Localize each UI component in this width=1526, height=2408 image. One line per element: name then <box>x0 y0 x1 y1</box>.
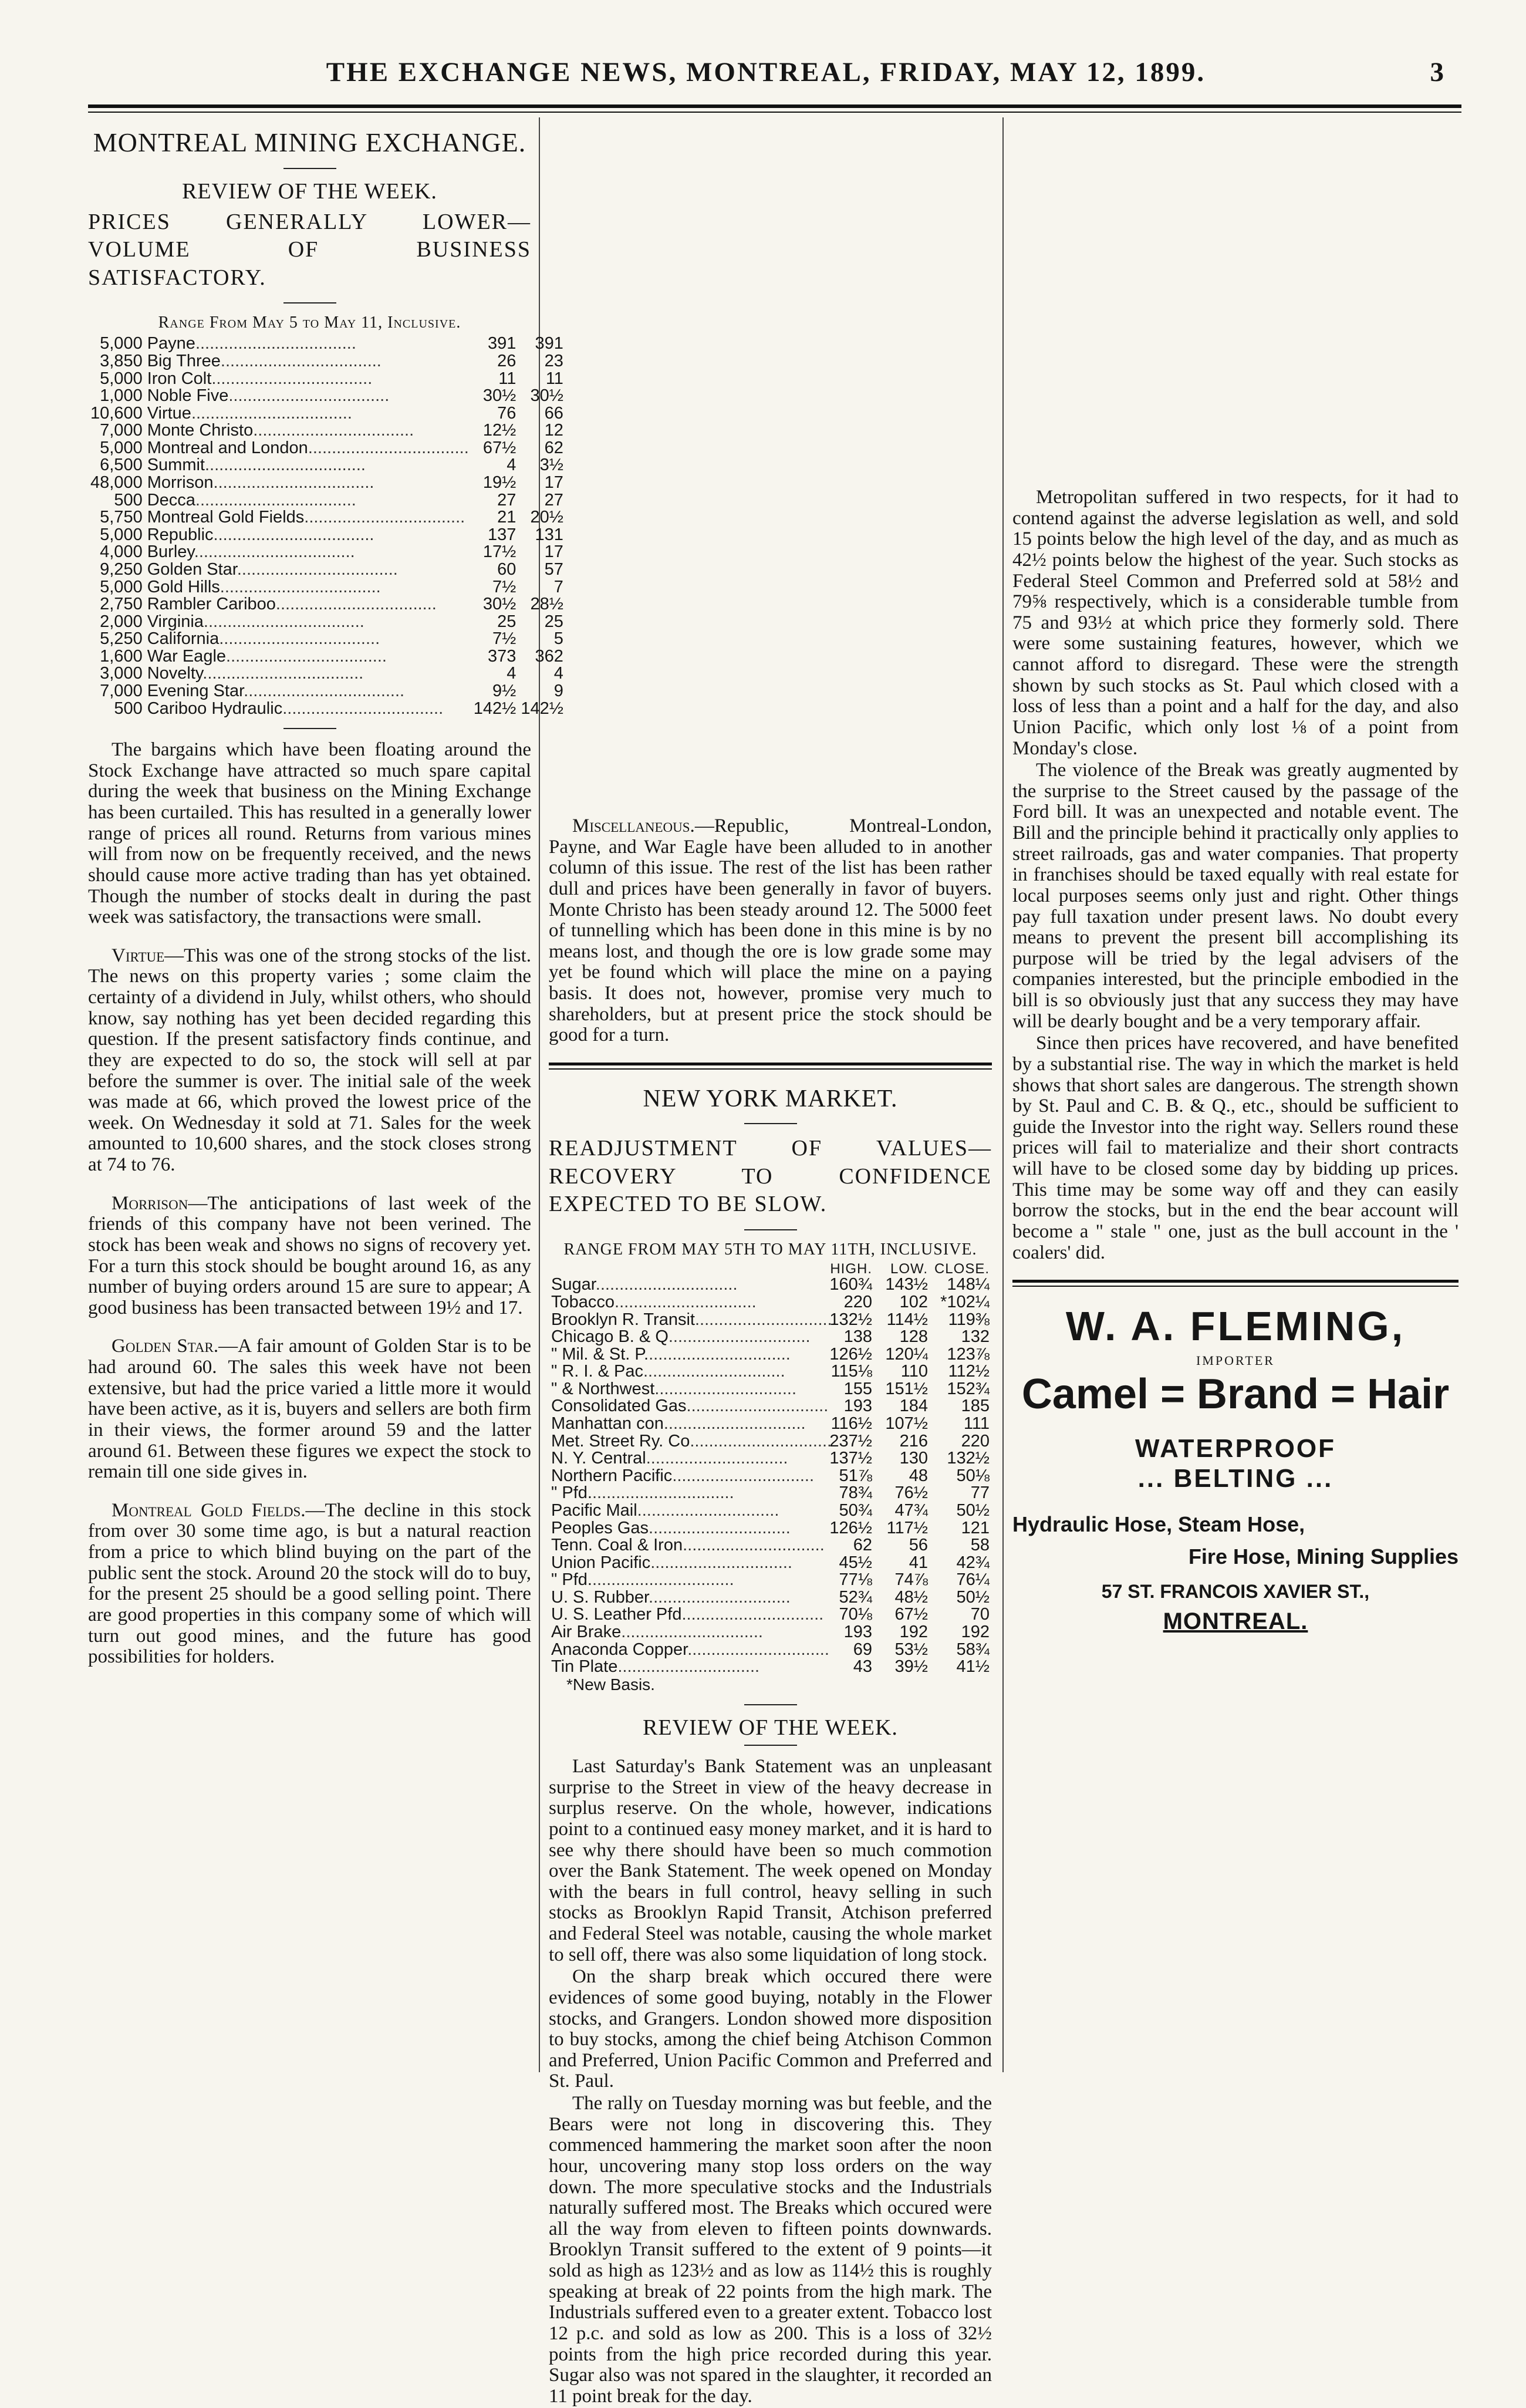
close-cell: 50½ <box>956 1500 990 1520</box>
stock-name-cell: Pacific Mail.............................. <box>551 1500 779 1520</box>
ny-table-row <box>549 1554 992 1572</box>
close-cell: 41½ <box>956 1657 990 1677</box>
close-cell: 152¾ <box>947 1379 990 1398</box>
miscellaneous-paragraph <box>549 816 992 1046</box>
ny-table-row <box>549 1589 992 1607</box>
header-rule <box>88 104 1461 108</box>
stock-name-cell: Summit.................................. <box>147 456 366 475</box>
high-cell: 17½ <box>482 542 516 562</box>
ny-table-row <box>549 1294 992 1311</box>
fleming-advertisement <box>1012 1304 1459 1634</box>
stock-name-cell: Cariboo Hydraulic.................................. <box>147 699 444 718</box>
stock-name-cell: Decca.................................. <box>147 490 356 510</box>
ny-paragraph-5: The violence of the Break was greatly augmented by the surprise to the Street caused by the passage of the Ford bill. It was an unexpected and notable event. The Bill and the principle behind it practically only applies to street railroads, gas and water companies. That property in franchises should be taxed equally with real estate for local purposes seems only just and right. Other things pay full taxation under present laws. No doubt every means to prevent the present bill accomplishing its purpose will be tried by the legal advisers of the companies interested, but the principle embodied in the bill is so obviously just that any success they may have will be dearly bought and be a very temporary affair. <box>1012 760 1459 1032</box>
high-cell: 391 <box>487 334 516 353</box>
close-cell: 42¾ <box>956 1553 990 1572</box>
mining-table-row <box>88 700 566 718</box>
high-cell: 137½ <box>829 1449 872 1468</box>
ny-table-row <box>549 1450 992 1468</box>
ad-brand: Camel = Brand = Hair <box>1021 1371 1450 1418</box>
stock-name-cell: Montreal and London.................................. <box>147 438 469 457</box>
stock-name-cell: Rambler Cariboo.................................. <box>147 595 437 614</box>
stock-name-cell: Air Brake.............................. <box>551 1623 763 1641</box>
stock-name-cell: War Eagle.................................. <box>147 646 387 666</box>
low-cell: 53½ <box>894 1640 928 1659</box>
stock-name-cell: Monte Christo.................................. <box>147 421 414 440</box>
stock-name-cell: Union Pacific.............................. <box>551 1553 792 1572</box>
shares-cell: 3,000 <box>100 664 143 683</box>
stock-name-cell: " Pfd............................... <box>551 1483 734 1503</box>
close-cell: 220 <box>961 1431 990 1451</box>
high-cell: 50¾ <box>839 1500 872 1520</box>
high-cell: 142½ <box>473 699 516 718</box>
low-cell: 9 <box>553 682 563 700</box>
high-cell: 27 <box>497 490 516 510</box>
shares-cell: 2,750 <box>100 595 143 614</box>
high-cell: 51⅞ <box>839 1466 872 1485</box>
shares-cell: 48,000 <box>90 473 143 493</box>
mining-range-caption: Range From May 5 to May 11, Inclusive. <box>158 313 461 332</box>
stock-name-cell: Met. Street Ry. Co.............................. <box>551 1431 832 1451</box>
low-cell: 4 <box>553 664 563 683</box>
shares-cell: 7,000 <box>100 682 143 700</box>
stock-name-cell: Manhattan con.............................. <box>551 1414 806 1434</box>
stock-name-cell: " Mil. & St. P............................... <box>551 1344 791 1364</box>
low-cell: 117½ <box>886 1518 928 1537</box>
close-cell: 58¾ <box>956 1640 990 1659</box>
mining-review-title: REVIEW OF THE WEEK. <box>182 178 437 204</box>
high-cell: 160¾ <box>829 1275 872 1294</box>
mining-table-row <box>88 370 566 388</box>
ny-table-row <box>549 1433 992 1451</box>
stock-name-cell: Sugar.............................. <box>551 1275 738 1294</box>
stock-name-cell: Tin Plate.............................. <box>551 1657 760 1677</box>
montreal-gold-fields-text: —The decline in this stock from over 30 some time ago, is but a natural reaction from a price to which blind buying on the part of the public sent the stock. Around 20 the stock will do to buy, for the present 25 should be a good selling point. There are good properties in this company some of which will turn out good mines, and the future has good possibilities for holders. <box>88 1499 531 1668</box>
low-cell: 114½ <box>886 1310 928 1329</box>
shares-cell: 1,600 <box>100 646 143 666</box>
close-cell: 132 <box>961 1327 990 1347</box>
mining-table-row <box>88 353 566 370</box>
high-cell: 25 <box>497 612 516 631</box>
high-cell: 60 <box>497 559 516 579</box>
high-cell: 19½ <box>482 473 516 493</box>
morrison-lead: Morrison <box>112 1192 188 1214</box>
stock-name-cell: Tobacco.............................. <box>551 1293 757 1312</box>
mining-table-row <box>88 544 566 561</box>
ny-table-row <box>549 1520 992 1537</box>
low-cell: 27 <box>544 490 563 510</box>
stock-name-cell: Virginia.................................. <box>147 612 364 631</box>
high-cell: 116½ <box>830 1414 872 1434</box>
virtue-text: —This was one of the strong stocks of the list. The news on this property varies ; some claim the certainty of a dividend in July, whilst others, who should know, say nothing has yet been decided regarding this question. If the present satisfactory finds continue, and they are expected to do so, the stock will sell at par before the summer is over. The initial sale of the week was made at 66, which proved the lowest price of the week. On Wednesday it sold at 71. Sales for the week amounted to 10,600 shares, and the stock closes strong at 74 to 76. <box>88 945 531 1176</box>
page-number: 3 <box>1430 57 1444 87</box>
ny-table-row <box>549 1485 992 1502</box>
low-cell: 130 <box>899 1449 928 1468</box>
low-cell: 62 <box>544 438 563 457</box>
close-cell: 185 <box>961 1397 990 1416</box>
mining-table-row <box>88 387 566 405</box>
shares-cell: 10,600 <box>90 403 143 423</box>
column-3 <box>1012 123 1459 1634</box>
col-close: CLOSE. <box>934 1260 990 1277</box>
close-cell: 111 <box>963 1414 990 1434</box>
low-cell: 131 <box>535 525 563 544</box>
column-divider <box>1002 117 1004 2072</box>
low-cell: 12 <box>544 421 563 440</box>
stock-name-cell: Golden Star.................................. <box>147 559 398 579</box>
ny-table-row <box>549 1624 992 1641</box>
shares-cell: 6,500 <box>100 456 143 475</box>
ny-paragraph-2: On the sharp break which occured there were evidences of some good buying, notably in the Flower stocks, and Grangers. London showed more disposition to buy stocks, among the chief being Atchison Common and Preferred, Union Pacific Common and Preferred and St. Paul. <box>549 1966 992 2092</box>
low-cell: 47¾ <box>894 1500 928 1520</box>
low-cell: 74⅞ <box>894 1570 928 1590</box>
stock-name-cell: " R. I. & Pac.............................. <box>551 1362 785 1381</box>
ny-price-table <box>549 1262 992 1676</box>
close-cell: 112½ <box>948 1362 990 1381</box>
shares-cell: 5,250 <box>100 629 143 649</box>
mining-table-row <box>88 630 566 648</box>
high-cell: 193 <box>843 1623 872 1641</box>
high-cell: 69 <box>853 1640 872 1659</box>
divider <box>283 302 336 303</box>
shares-cell: 7,000 <box>100 421 143 440</box>
low-cell: 7 <box>553 577 563 596</box>
golden-star-text: —A fair amount of Golden Star is to be had around 60. The sales this week have not been extensive, but had the price varied a little more it would have been active, as it is, buyers and sellers are both firm in their views, the former around 59 and the latter around 61. Between these figures we expect the stock to remain till one side gives in. <box>88 1335 531 1483</box>
new-basis-note: *New Basis. <box>566 1675 655 1694</box>
shares-cell: 5,000 <box>100 577 143 596</box>
high-cell: 7½ <box>492 629 516 649</box>
low-cell: 143½ <box>885 1275 928 1294</box>
divider <box>744 1123 797 1124</box>
low-cell: 216 <box>899 1431 928 1451</box>
low-cell: 184 <box>899 1397 928 1416</box>
high-cell: 30½ <box>482 595 516 614</box>
high-cell: 62 <box>853 1536 872 1555</box>
virtue-lead: Virtue <box>112 945 165 966</box>
low-cell: 17 <box>544 473 563 493</box>
high-cell: 126½ <box>829 1344 872 1364</box>
shares-cell: 500 <box>114 699 143 718</box>
low-cell: 76½ <box>894 1483 928 1503</box>
ny-table-row <box>549 1381 992 1398</box>
low-cell: 128 <box>899 1327 928 1347</box>
mining-price-table <box>88 335 566 717</box>
low-cell: 151½ <box>885 1379 928 1398</box>
ny-table-row <box>549 1346 992 1364</box>
high-cell: 21 <box>497 508 516 527</box>
high-cell: 12½ <box>482 421 516 440</box>
close-cell: 70 <box>970 1605 990 1624</box>
ny-table-row <box>549 1328 992 1346</box>
low-cell: 48½ <box>894 1587 928 1607</box>
close-cell: 132½ <box>947 1449 990 1468</box>
montreal-gold-fields-paragraph <box>88 1500 531 1668</box>
low-cell: 102 <box>899 1293 928 1312</box>
high-cell: 155 <box>843 1379 872 1398</box>
low-cell: 39½ <box>894 1657 928 1677</box>
low-cell: 56 <box>909 1536 928 1555</box>
ad-hose-2: Fire Hose, Mining Supplies <box>1188 1544 1459 1569</box>
low-cell: 362 <box>535 646 563 666</box>
shares-cell: 5,000 <box>100 438 143 457</box>
close-cell: 119⅜ <box>948 1310 990 1329</box>
stock-name-cell: Tenn. Coal & Iron.............................. <box>551 1536 825 1555</box>
stock-name-cell: Peoples Gas.............................. <box>551 1518 791 1537</box>
high-cell: 4 <box>507 456 516 475</box>
ny-market-heading: NEW YORK MARKET. <box>643 1085 898 1112</box>
shares-cell: 1,000 <box>100 386 143 406</box>
high-cell: 43 <box>853 1657 872 1677</box>
stock-name-cell: U. S. Rubber.............................. <box>551 1587 791 1607</box>
stock-name-cell: Burley.................................. <box>147 542 355 562</box>
stock-name-cell: Morrison.................................. <box>147 473 374 493</box>
divider <box>283 728 336 729</box>
high-cell: 77⅛ <box>839 1570 872 1590</box>
close-cell: *102¼ <box>940 1293 990 1312</box>
section-rule <box>549 1063 992 1065</box>
continued-text-space <box>549 123 992 816</box>
stock-name-cell: " & Northwest.............................. <box>551 1379 797 1398</box>
mining-table-row <box>88 335 566 353</box>
ny-table-row <box>549 1276 992 1294</box>
mining-table-row <box>88 405 566 423</box>
low-cell: 142½ <box>521 699 563 718</box>
shares-cell: 4,000 <box>100 542 143 562</box>
ad-belting: ... BELTING ... <box>1137 1463 1333 1493</box>
low-cell: 5 <box>553 629 563 649</box>
divider <box>744 1704 797 1705</box>
ny-paragraph-6: Since then prices have recovered, and have benefited by a substantial rise. The way in which the market is held shows that short sales are dangerous. The strength shown by St. Paul and C. B. & Q., etc., should be sufficient to guide the Investor into the right way. Sellers round these prices will fail to materialize and their short contracts will have to be closed some day by bidding up prices. This time may be some way off and they can easily borrow the stocks, but in the end the bear account will become a " stale " one, just as the bull account in the ' coalers' did. <box>1012 1033 1459 1263</box>
high-cell: 115⅛ <box>830 1362 872 1381</box>
low-cell: 391 <box>535 334 563 353</box>
high-cell: 220 <box>843 1293 872 1312</box>
shares-cell: 5,000 <box>100 369 143 388</box>
low-cell: 17 <box>544 542 563 562</box>
ny-table-row <box>549 1641 992 1659</box>
ny-paragraph-1: Last Saturday's Bank Statement was an unpleasant surprise to the Street in view of the heavy decrease in surplus reserve. On the whole, however, indications point to a continued easy money market, and it is hard to see why there should have been so much commotion over the Bank Statement. The week opened on Monday with the bears in full control, heavy selling in such stocks as Brooklyn Rapid Transit, Atchison preferred and Federal Steel was notable, causing the whole market to sell off, there was also some liquidation of long stock. <box>549 1756 992 1965</box>
ad-importer: IMPORTER <box>1196 1353 1275 1368</box>
high-cell: 76 <box>497 403 516 423</box>
stock-name-cell: Evening Star.................................. <box>147 682 405 700</box>
stock-name-cell: Chicago B. & Q.............................. <box>551 1327 811 1347</box>
ny-paragraph-3: The rally on Tuesday morning was but feeble, and the Bears were not long in discovering this. They commenced hammering the market soon after the noon hour, uncovering many stop loss orders on the way down. The more speculative stocks and the Industrials naturally suffered most. The Breaks which occured were all the way from eleven to fifteen points downwards. Brooklyn Transit suffered to the extent of 9 points—it sold as high as 123½ and as low as 114½ this is roughly speaking at break of 22 points from the high mark. The Industrials suffered even to a greater extent. Tobacco lost 12 p.c. and sold as low as 200. This is a loss of 32½ points from the high price recorded during this year. Sugar also was not spared in the slaughter, it recorded an 11 point break for the day. <box>549 2093 992 2407</box>
shares-cell: 2,000 <box>100 612 143 631</box>
mining-table-row <box>88 665 566 683</box>
golden-star-paragraph <box>88 1336 531 1482</box>
mining-table-row <box>88 422 566 440</box>
low-cell: 11 <box>545 369 563 388</box>
close-cell: 58 <box>970 1536 990 1555</box>
stock-name-cell: Brooklyn R. Transit.............................. <box>551 1310 837 1329</box>
stock-name-cell: N. Y. Central.............................. <box>551 1449 788 1468</box>
header-rule-thin <box>88 112 1461 113</box>
mining-table-row <box>88 579 566 596</box>
stock-name-cell: Gold Hills.................................. <box>147 577 381 596</box>
mining-heading: MONTREAL MINING EXCHANGE. <box>93 127 526 157</box>
low-cell: 28½ <box>530 595 563 614</box>
close-cell: 50½ <box>956 1587 990 1607</box>
high-cell: 67½ <box>482 438 516 457</box>
high-cell: 7½ <box>492 577 516 596</box>
low-cell: 41 <box>909 1553 928 1572</box>
miscellaneous-text: —Republic, Montreal-London, Payne, and War Eagle have been alluded to in another column of this issue. The rest of the list has been rather dull and prices have been generally in favor of buyers. Monte Christo has been steady around 12. The 5000 feet of tunnelling which has been done in this mine is by no means lost, and though the ore is low grade some may yet be found which will place the mine on a paying basis. It does not, however, promise very much to shareholders, but at present price the stock should be good for a turn. <box>549 815 992 1046</box>
ny-table-row <box>549 1468 992 1485</box>
low-cell: 48 <box>909 1466 928 1485</box>
section-rule <box>1012 1280 1459 1283</box>
shares-cell: 9,250 <box>100 559 143 579</box>
divider <box>283 168 336 169</box>
montreal-gold-fields-lead: Montreal Gold Fields. <box>112 1499 306 1521</box>
high-cell: 11 <box>498 369 516 388</box>
divider <box>744 1745 797 1746</box>
stock-name-cell: Anaconda Copper.............................. <box>551 1640 829 1659</box>
low-cell: 110 <box>900 1362 928 1381</box>
section-rule-thin <box>549 1068 992 1070</box>
col-high: HIGH. <box>830 1260 872 1277</box>
high-cell: 126½ <box>829 1518 872 1537</box>
ny-table-row <box>549 1415 992 1433</box>
low-cell: 67½ <box>894 1605 928 1624</box>
stock-name-cell: California.................................. <box>147 629 380 649</box>
mining-table-row <box>88 509 566 527</box>
high-cell: 45½ <box>839 1553 872 1572</box>
stock-name-cell: Novelty.................................. <box>147 664 364 683</box>
ad-address: 57 ST. FRANCOIS XAVIER ST., <box>1101 1581 1370 1603</box>
morrison-text: —The anticipations of last week of the friends of this company have not been verined. The stock has been weak and shows no signs of recovery yet. For a turn this stock should be bought around 16, as any number of buying orders around 15 are sure to appear; A good business has been transacted between 19½ and 17. <box>88 1192 531 1318</box>
ny-table-row <box>549 1311 992 1329</box>
stock-name-cell: Iron Colt.................................. <box>147 369 373 388</box>
mining-table-row <box>88 474 566 492</box>
ny-table-header <box>549 1262 992 1276</box>
high-cell: 78¾ <box>839 1483 872 1503</box>
ny-table-row <box>549 1571 992 1589</box>
shares-cell: 5,000 <box>100 334 143 353</box>
mining-table-row <box>88 527 566 544</box>
close-cell: 76¼ <box>956 1570 990 1590</box>
low-cell: 23 <box>544 352 563 371</box>
ny-table-row <box>549 1363 992 1381</box>
mining-table-row <box>88 613 566 631</box>
ny-market-deck: READJUSTMENT OF VALUES—RECOVERY TO CONFIDENCE EXPECTED TO BE SLOW. <box>549 1136 992 1217</box>
column-1 <box>88 123 563 1669</box>
high-cell: 237½ <box>829 1431 872 1451</box>
newspaper-title: THE EXCHANGE NEWS, MONTREAL, FRIDAY, MAY 12, 1899. <box>326 57 1206 87</box>
high-cell: 4 <box>507 664 516 683</box>
mining-table-row <box>88 492 566 510</box>
mining-table-row <box>88 683 566 700</box>
ny-table-row <box>549 1398 992 1415</box>
ny-paragraph-4: Metropolitan suffered in two respects, for it had to contend against the adverse legislation as well, and sold 15 points below the high level of the day, and as much as 42½ points below the highest of the year. Such stocks as Federal Steel Common and Preferred sold at 58½ and 79⅝ respectively, which is a considerable tumble from 75 and 93½ at which price they formerly sold. There were some sustaining features, however, which we cannot afford to disregard. These were the strength shown by such stocks as St. Paul which closed with a loss of less than a point and a half for the day, and also Union Pacific, which only lost ⅛ of a point from Monday's close. <box>1012 487 1459 759</box>
stock-name-cell: Noble Five.................................. <box>147 386 390 406</box>
high-cell: 137 <box>487 525 516 544</box>
virtue-paragraph <box>88 946 531 1176</box>
miscellaneous-lead: Miscellaneous. <box>572 815 695 837</box>
high-cell: 52¾ <box>839 1587 872 1607</box>
low-cell: 192 <box>899 1623 928 1641</box>
high-cell: 373 <box>487 646 516 666</box>
shares-cell: 500 <box>114 490 143 510</box>
high-cell: 9½ <box>492 682 516 700</box>
col-low: LOW. <box>890 1260 928 1277</box>
section-rule-thin <box>1012 1286 1459 1287</box>
mining-intro-paragraph: The bargains which have been floating around the Stock Exchange have attracted so much spare capital during the week that business on the Mining Exchange has been curtailed. This has resulted in a generally lower range of prices all round. Returns from various mines will from now on be frequently received, and the news should cause more active trading than has yet obtained. Though the number of stocks dealt in during the past week was satisfactory, the transactions were small. <box>88 739 531 928</box>
shares-cell: 5,750 <box>100 508 143 527</box>
golden-star-lead: Golden Star. <box>112 1335 219 1357</box>
mining-table-row <box>88 440 566 457</box>
high-cell: 193 <box>843 1397 872 1416</box>
ad-name: W. A. FLEMING, <box>1065 1303 1406 1350</box>
ad-hose-1: Hydraulic Hose, Steam Hose, <box>1012 1512 1305 1537</box>
low-cell: 66 <box>544 403 563 423</box>
low-cell: 25 <box>544 612 563 631</box>
stock-name-cell: Republic.................................. <box>147 525 374 544</box>
masthead <box>88 56 1444 103</box>
ad-city: MONTREAL. <box>1163 1608 1308 1634</box>
high-cell: 138 <box>843 1327 872 1347</box>
stock-name-cell: U. S. Leather Pfd.............................. <box>551 1605 824 1624</box>
low-cell: 30½ <box>530 386 563 406</box>
stock-name-cell: Payne.................................. <box>147 334 356 353</box>
mining-table-row <box>88 457 566 474</box>
mining-deck: PRICES GENERALLY LOWER—VOLUME OF BUSINESS SATISFACTORY. <box>88 209 531 290</box>
mining-table-row <box>88 648 566 666</box>
high-cell: 70⅛ <box>839 1605 872 1624</box>
ny-table-row <box>549 1658 992 1676</box>
low-cell: 3½ <box>539 456 563 475</box>
stock-name-cell: Montreal Gold Fields.................................. <box>147 508 465 527</box>
shares-cell: 3,850 <box>100 352 143 371</box>
ny-table-row <box>549 1537 992 1554</box>
close-cell: 77 <box>970 1483 990 1503</box>
morrison-paragraph <box>88 1193 531 1319</box>
low-cell: 107½ <box>885 1414 928 1434</box>
close-cell: 123⅞ <box>947 1344 990 1364</box>
ny-review-title: REVIEW OF THE WEEK. <box>643 1715 898 1740</box>
divider <box>744 1229 797 1230</box>
stock-name-cell: Big Three.................................. <box>147 352 382 371</box>
stock-name-cell: Northern Pacific.............................. <box>551 1466 815 1485</box>
close-cell: 148¼ <box>947 1275 990 1294</box>
close-cell: 50⅛ <box>956 1466 990 1485</box>
low-cell: 120¼ <box>885 1344 928 1364</box>
mining-table-row <box>88 596 566 613</box>
low-cell: 20½ <box>530 508 563 527</box>
low-cell: 57 <box>544 559 563 579</box>
stock-name-cell: " Pfd............................... <box>551 1570 734 1590</box>
stock-name-cell: Virtue.................................. <box>147 403 352 423</box>
high-cell: 132½ <box>829 1310 872 1329</box>
mining-table-row <box>88 561 566 579</box>
ny-range-caption: RANGE FROM MAY 5TH TO MAY 11TH, INCLUSIVE. <box>563 1240 977 1259</box>
close-cell: 192 <box>961 1623 990 1641</box>
continued-text-space <box>1012 123 1459 487</box>
high-cell: 30½ <box>482 386 516 406</box>
column-2 <box>549 123 992 2408</box>
ny-table-row <box>549 1606 992 1624</box>
high-cell: 26 <box>497 352 516 371</box>
ad-waterproof: WATERPROOF <box>1135 1434 1336 1463</box>
close-cell: 121 <box>961 1518 990 1537</box>
stock-name-cell: Consolidated Gas.............................. <box>551 1397 829 1416</box>
ny-table-row <box>549 1502 992 1520</box>
shares-cell: 5,000 <box>100 525 143 544</box>
